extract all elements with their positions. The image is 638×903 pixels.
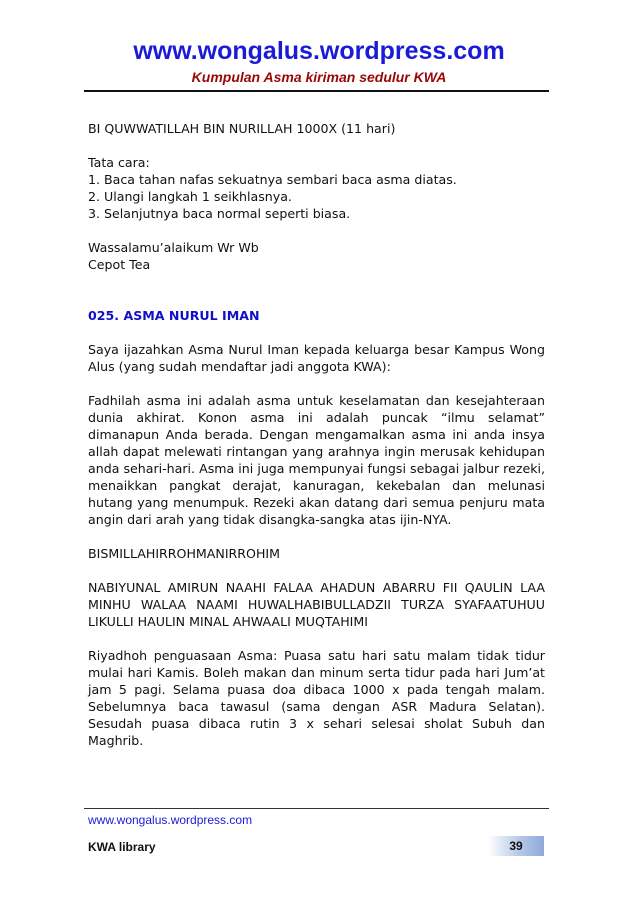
footer-divider [84,808,549,809]
footer-site-url: www.wongalus.wordpress.com [88,813,253,827]
intro-paragraph: Saya ijazahkan Asma Nurul Iman kepada keluarga besar Kampus Wong Alus (yang sudah mendaftar jadi anggota KWA): [88,342,545,374]
tata-cara-label: Tata cara: [88,155,150,170]
section-heading: 025. ASMA NURUL IMAN [88,308,260,323]
spacer [88,222,545,239]
spacer [88,273,545,290]
spacer [88,137,545,154]
header-site-url: www.wongalus.wordpress.com [133,37,505,65]
bismillah-line: BISMILLAHIRROHMANIRROHIM [88,546,281,561]
spacer [88,290,545,307]
spacer [88,528,545,545]
step-item: 3. Selanjutnya baca normal seperti biasa. [88,206,351,221]
asma-text-paragraph: NABIYUNAL AMIRUN NAAHI FALAA AHADUN ABARRU FII QAULIN LAA MINHU WALAA NAAMI HUWALHABIBULLADZII TURZA SYAFAATUHUU LIKULLI HAULIN MINAL AHWAALI MUQTAHIMI [88,580,545,629]
step-item: 1. Baca tahan nafas sekuatnya sembari baca asma diatas. [88,172,457,187]
spacer [88,562,545,579]
footer-library-label: KWA library [88,840,156,854]
spacer [88,375,545,392]
step-item: 2. Ulangi langkah 1 seikhlasnya. [88,189,292,204]
document-body [88,120,545,749]
author-name: Cepot Tea [88,257,151,272]
header-divider [84,90,549,92]
spacer [88,324,545,341]
closing-greeting: Wassalamu’alaikum Wr Wb [88,240,259,255]
spacer [88,630,545,647]
asma-title: BI QUWWATILLAH BIN NURILLAH 1000X (11 hari) [88,121,396,136]
fadhilah-paragraph: Fadhilah asma ini adalah asma untuk keselamatan dan kesejahteraan dunia akhirat. Konon asma ini adalah puncak “ilmu selamat” dimanapun Anda berada. Dengan mengamalkan asma ini anda insya allah dapat melewati rintangan yang arahnya ingin merusak kehidupan anda sehari-hari. Asma ini juga mempunyai fungsi sebagai jalbur rezeki, menaikkan pangkat derajat, kanuragan, kekebalan dan melunasi hutang yang menumpuk. Rezeki akan datang dari semua penjuru mata angin dari arah yang tidak disangka-sangka atas ijin-NYA. [88,393,545,527]
page-number: 39 [488,836,544,856]
header-subtitle: Kumpulan Asma kiriman sedulur KWA [191,69,447,85]
riyadhoh-paragraph: Riyadhoh penguasaan Asma: Puasa satu hari satu malam tidak tidur mulai hari Kamis. Boleh makan dan minum serta tidur pada hari Jum’at jam 5 pagi. Selama puasa doa dibaca 1000 x pada tengah malam. Sebelumnya baca tawasul (sama dengan ASR Madura Selatan). Sesudah puasa dibaca rutin 3 x sehari selesai sholat Subuh dan Maghrib. [88,648,545,748]
